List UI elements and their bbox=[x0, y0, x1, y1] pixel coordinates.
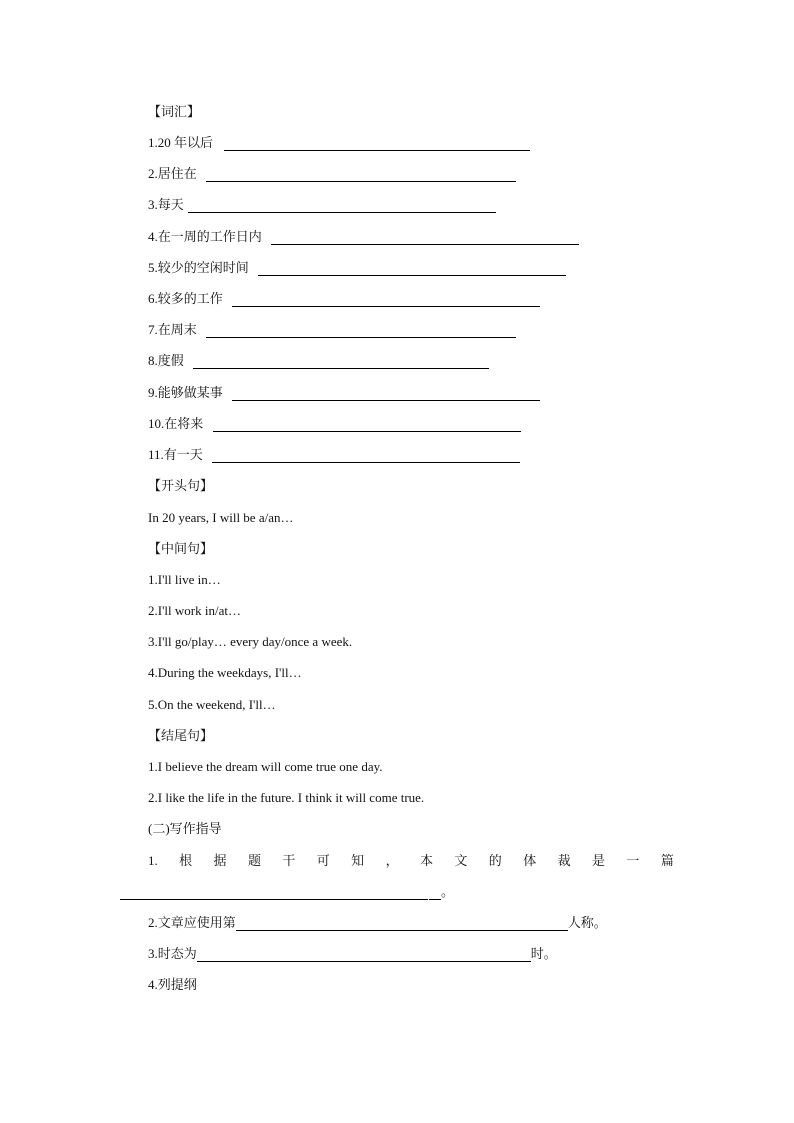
q1-char: 据 bbox=[213, 853, 227, 868]
guide-heading: (二)写作指导 bbox=[148, 821, 222, 836]
vocab-label: 8.度假 bbox=[148, 353, 184, 368]
answer-blank[interactable] bbox=[206, 325, 516, 338]
vocab-label: 5.较少的空闲时间 bbox=[148, 260, 249, 275]
vocab-item bbox=[148, 197, 496, 213]
answer-blank[interactable] bbox=[258, 263, 566, 276]
vocab-item bbox=[148, 260, 566, 276]
q1-char: 文 bbox=[454, 853, 468, 868]
q2-prefix: 2.文章应使用第 bbox=[148, 915, 236, 930]
vocab-item bbox=[148, 166, 516, 182]
guide-question-1 bbox=[148, 853, 674, 869]
answer-blank-lead bbox=[236, 918, 250, 931]
q1-char: 体 bbox=[523, 853, 537, 868]
q1-char: 1. bbox=[148, 853, 158, 868]
opening-sentence: In 20 years, I will be a/an… bbox=[148, 510, 294, 525]
q1-char: 本 bbox=[419, 853, 433, 868]
answer-blank[interactable] bbox=[188, 200, 496, 213]
answer-blank[interactable] bbox=[213, 419, 521, 432]
ending-sentence: 1.I believe the dream will come true one day. bbox=[148, 759, 383, 774]
q3-prefix: 3.时态为 bbox=[148, 946, 197, 961]
middle-heading: 【中间句】 bbox=[148, 541, 214, 556]
guide-question-3 bbox=[148, 946, 557, 962]
vocab-label: 10.在将来 bbox=[148, 416, 204, 431]
answer-blank[interactable] bbox=[250, 918, 556, 931]
middle-sentence: 2.I'll work in/at… bbox=[148, 603, 241, 618]
ending-sentence: 2.I like the life in the future. I think it will come true. bbox=[148, 790, 425, 805]
vocab-label: 3.每天 bbox=[148, 197, 184, 212]
middle-sentence: 3.I'll go/play… every day/once a week. bbox=[148, 634, 353, 649]
vocab-label: 1.20 年以后 bbox=[148, 135, 214, 150]
vocab-label: 7.在周末 bbox=[148, 322, 197, 337]
vocab-label: 2.居住在 bbox=[148, 166, 197, 181]
guide-question-2 bbox=[148, 915, 607, 931]
middle-sentence: 5.On the weekend, I'll… bbox=[148, 697, 276, 712]
q1-period: 。 bbox=[441, 884, 455, 899]
q1-char: 根 bbox=[179, 853, 193, 868]
middle-sentence: 1.I'll live in… bbox=[148, 572, 221, 587]
answer-blank[interactable] bbox=[197, 949, 531, 962]
vocab-item bbox=[148, 353, 489, 369]
middle-sentence: 4.During the weekdays, I'll… bbox=[148, 665, 302, 680]
q1-char: ， bbox=[385, 853, 399, 868]
q2-suffix: 人称。 bbox=[567, 915, 607, 930]
vocab-item bbox=[148, 385, 540, 401]
q3-suffix: 时。 bbox=[530, 946, 557, 961]
vocab-item bbox=[148, 447, 520, 463]
vocab-item bbox=[148, 322, 516, 338]
answer-blank[interactable] bbox=[271, 232, 579, 245]
q1-char: 篇 bbox=[660, 853, 674, 868]
vocab-label: 9.能够做某事 bbox=[148, 385, 223, 400]
guide-question-4: 4.列提纲 bbox=[148, 977, 197, 992]
vocab-label: 4.在一周的工作日内 bbox=[148, 229, 262, 244]
answer-blank[interactable] bbox=[206, 169, 516, 182]
vocab-item bbox=[148, 135, 530, 151]
answer-blank[interactable] bbox=[120, 887, 428, 900]
vocab-item bbox=[148, 229, 579, 245]
vocab-item bbox=[148, 291, 540, 307]
answer-blank-tail bbox=[556, 918, 568, 931]
answer-blank[interactable] bbox=[224, 138, 530, 151]
vocab-label: 11.有一天 bbox=[148, 447, 203, 462]
q1-char: 知 bbox=[351, 853, 365, 868]
answer-blank[interactable] bbox=[232, 388, 540, 401]
q1-char: 是 bbox=[592, 853, 606, 868]
q1-char: 干 bbox=[282, 853, 296, 868]
answer-blank[interactable] bbox=[232, 294, 540, 307]
guide-question-1-answer bbox=[120, 884, 454, 900]
q1-char: 题 bbox=[247, 853, 261, 868]
vocab-heading: 【词汇】 bbox=[148, 104, 201, 119]
ending-heading: 【结尾句】 bbox=[148, 728, 214, 743]
q1-char: 可 bbox=[316, 853, 330, 868]
answer-blank[interactable] bbox=[193, 356, 489, 369]
vocab-item bbox=[148, 416, 521, 432]
q1-char: 裁 bbox=[557, 853, 571, 868]
answer-blank-tail bbox=[429, 887, 441, 900]
opening-heading: 【开头句】 bbox=[148, 478, 214, 493]
q1-char: 一 bbox=[626, 853, 640, 868]
answer-blank[interactable] bbox=[212, 450, 520, 463]
q1-char: 的 bbox=[488, 853, 502, 868]
vocab-label: 6.较多的工作 bbox=[148, 291, 223, 306]
